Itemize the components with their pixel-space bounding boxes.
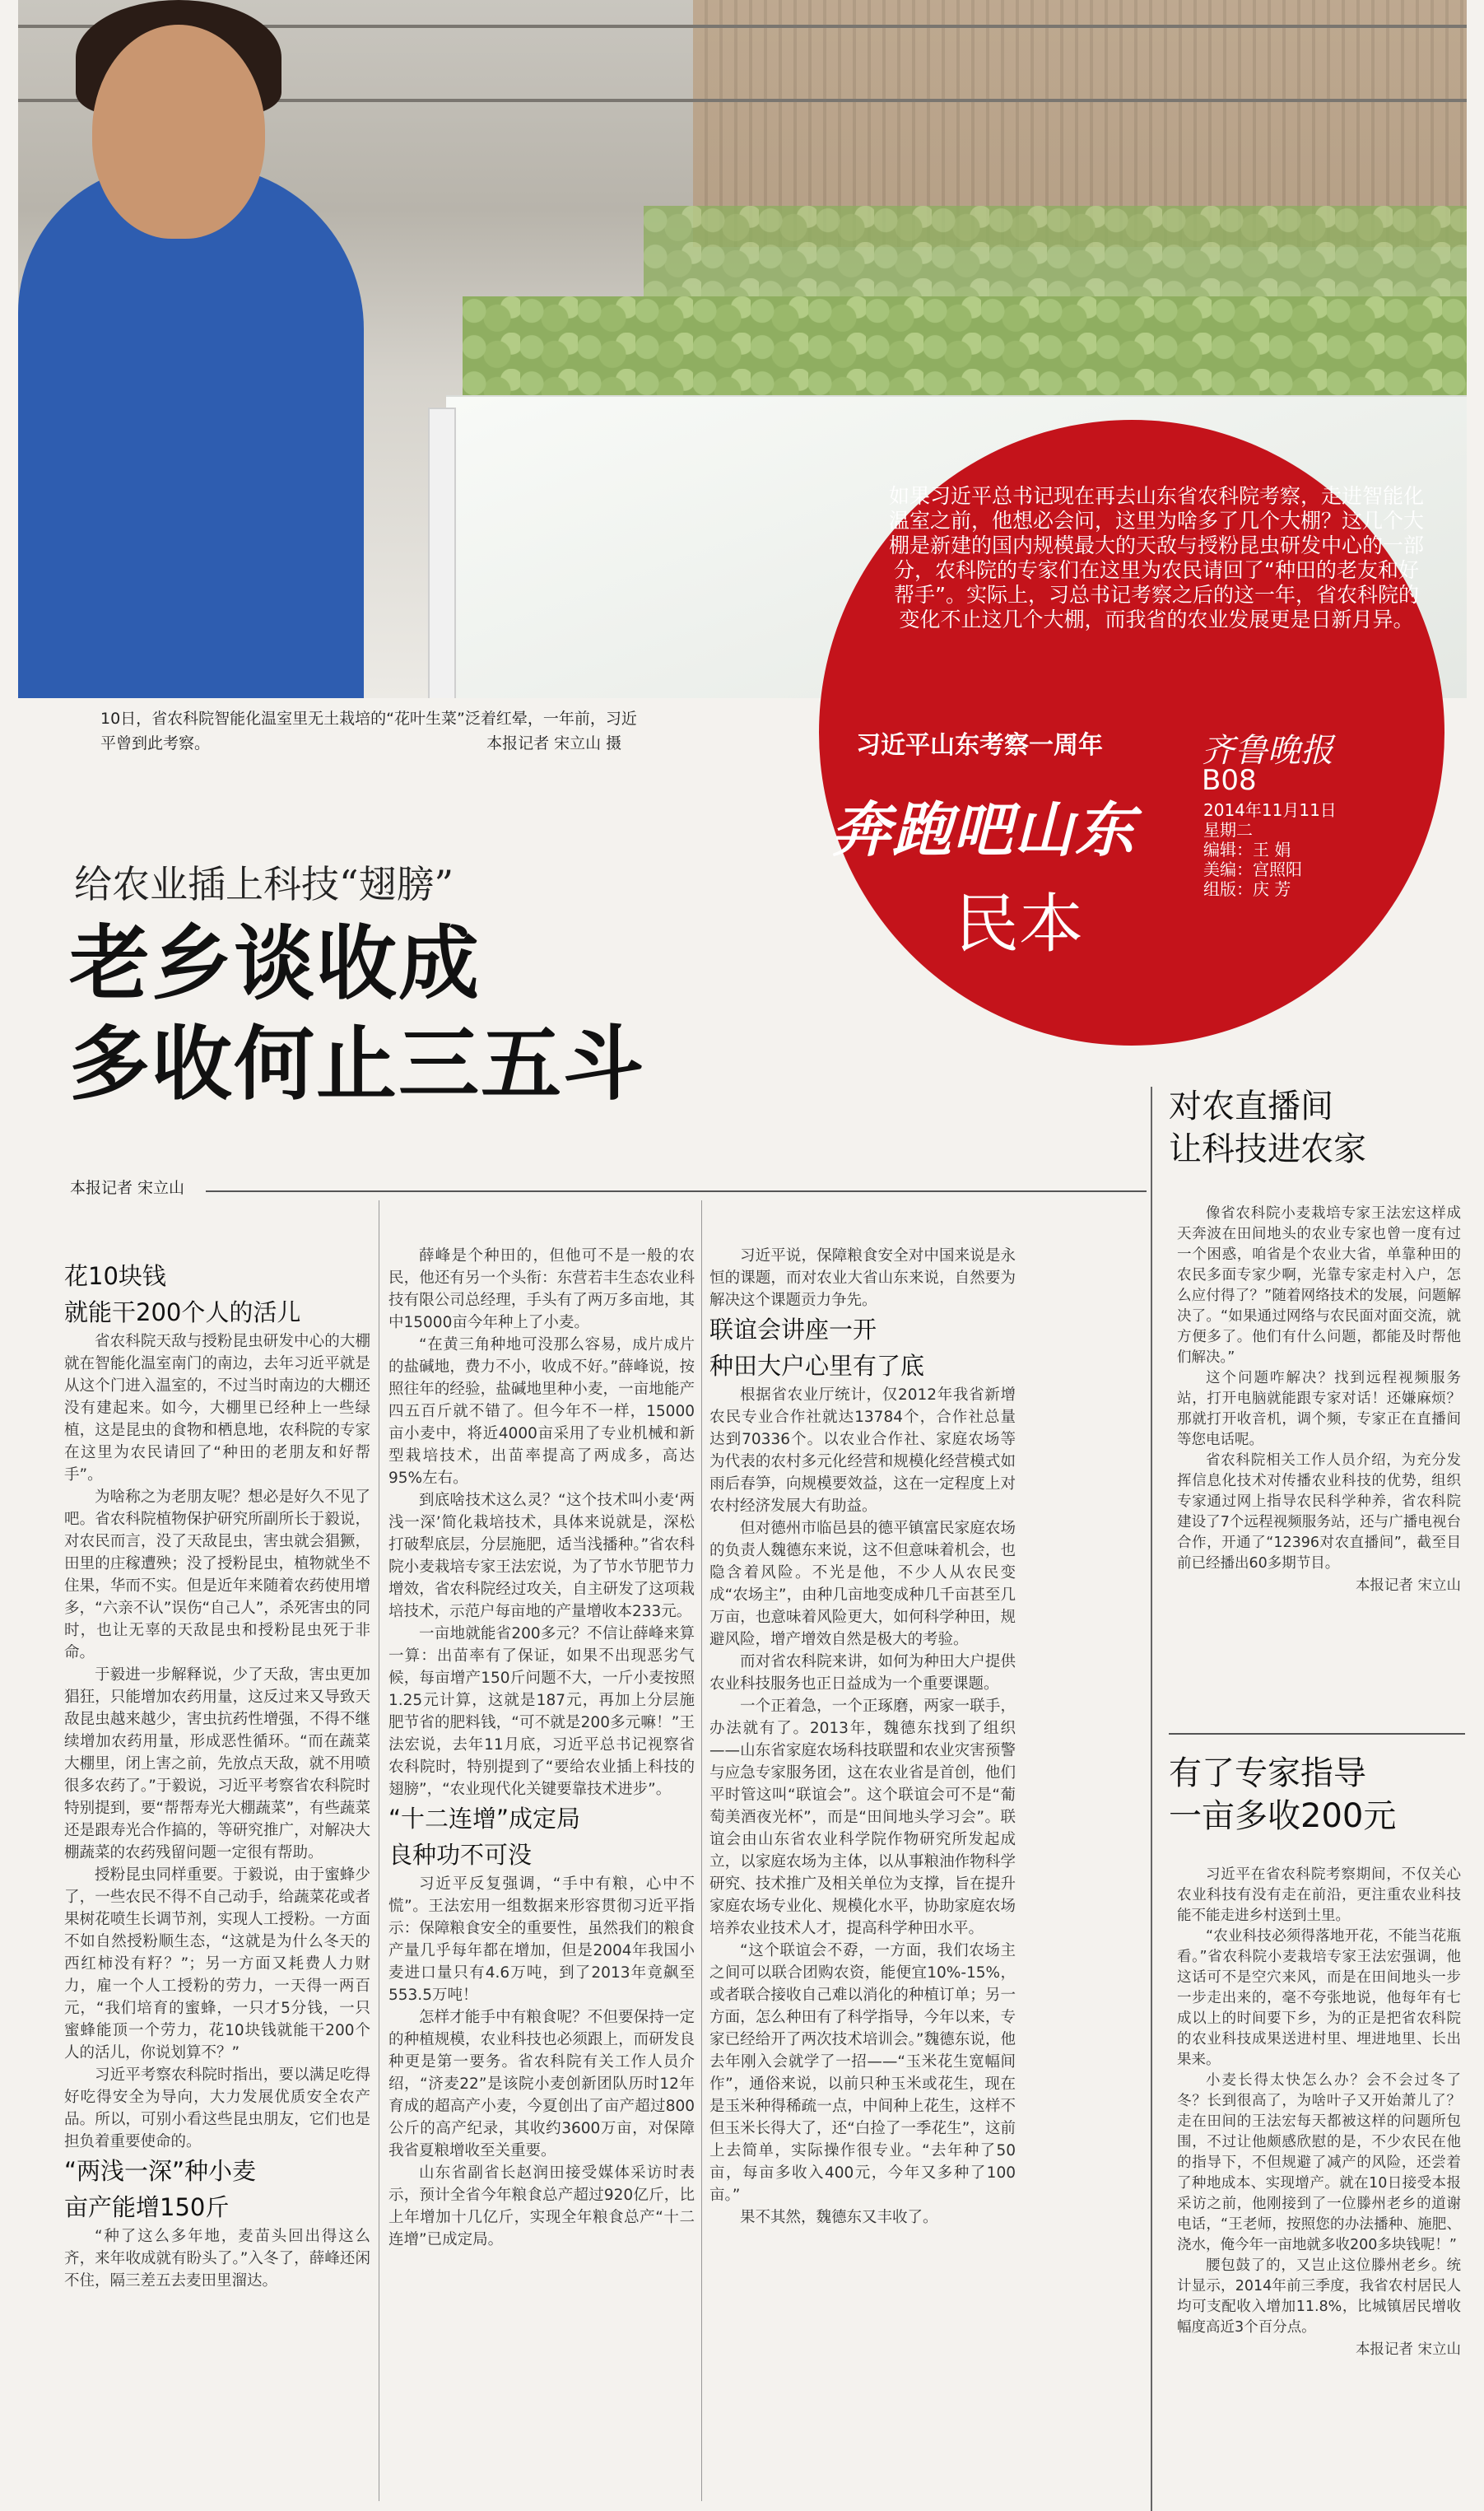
caption-line-end: 平曾到此考察。	[100, 734, 211, 752]
sidebar-title-line: 一亩多收200元	[1169, 1797, 1397, 1835]
sidebar-1-body	[1177, 1204, 1461, 1596]
headline-line: 多收何止三五斗	[69, 1018, 646, 1111]
paragraph: 而对省农科院来讲，如何为种田大户提供农业科技服务也正日益成为一个重要课题。	[709, 1653, 1016, 1693]
paragraph: 到底啥技术这么灵？“这个技术叫小麦‘两浅一深’简化栽培技术，具体来说就是，深松打破犁底层，分层施肥，适当浅播种。”省农科院小麦栽培专家王法宏说，为了节水节肥节力增效，省农科院经过攻关，自主研发了这项栽培技术，示范户每亩地的产量增收本233元。	[388, 1492, 695, 1620]
section-heading: 亩产能增150斤	[64, 2193, 230, 2221]
caption-line: 10日，省农科院智能化温室里无土栽培的“花叶生菜”泛着红晕，一年前，习近	[100, 710, 637, 728]
paragraph: 这个问题咋解决？找到远程视频服务站，打开电脑就能跟专家对话！还嫌麻烦？那就打开收音机，调个频，专家正在直播间等您电话呢。	[1177, 1370, 1461, 1448]
lettuce-rows-far	[644, 206, 1467, 296]
series-calligraphy: 奔跑吧山东	[831, 794, 1137, 864]
paragraph: 习近平说，保障粮食安全对中国来说是永恒的课题，而对农业大省山东来说，自然要为解决这个课题贡力争先。	[709, 1247, 1016, 1309]
paragraph: “农业科技必须得落地开花，不能当花瓶看。”省农科院小麦栽培专家王法宏强调，他这话可不是空穴来风，而是在田间地头一步一步走出来的，毫不夸张地说，他每年有七成以上的时间要下乡，为的正是把省农科院的农业科技成果送进村里、埋进地里、长出果来。	[1177, 1928, 1461, 2068]
paragraph: 但对德州市临邑县的德平镇富民家庭农场的负责人魏德东来说，这不但意味着机会，也隐含着风险。不光是他，不少人从农民变成“农场主”，由种几亩地变成种几千亩甚至几万亩，也意味着风险更大，如何科学种田，规避风险，增产增效自然是极大的考验。	[709, 1520, 1016, 1648]
paragraph: 根据省农业厅统计，仅2012年我省新增农民专业合作社就达13784个，合作社总量达到70336个。以农业合作社、家庭农场等为代表的农村多元化经营和规模化经营模式如雨后春笋，向规模要效益，这在一定程度上对农村经济发展大有助益。	[709, 1386, 1016, 1515]
issue-weekday: 星期二	[1203, 820, 1253, 840]
caption-line	[100, 731, 775, 756]
layout-credit: 组版：庆 芳	[1203, 879, 1291, 899]
photo-credit: 本报记者 宋立山 摄	[486, 734, 622, 752]
sidebar-2-title	[1169, 1752, 1465, 1838]
issue-date: 2014年11月11日	[1203, 800, 1337, 820]
paragraph: 省农科院相关工作人员介绍，为充分发挥信息化技术对传播农业科技的优势，组织专家通过网上指导农民科学种养，省农科院建设了7个远程视频服务站，还与广播电视台合作，开通了“12396对农直播间”，截至目前已经播出60多期节目。	[1177, 1452, 1461, 1572]
paragraph: 为啥称之为老朋友呢？想必是好久不见了吧。省农科院植物保护研究所副所长于毅说，对农民而言，没了天敌昆虫，害虫就会猖獗，田里的庄稼遭殃；没了授粉昆虫，植物就坐不住果，华而不实。但是近年来随着农药使用增多，“六亲不认”误伤“自己人”，杀死害虫的同时，也让无辜的天敌昆虫和授粉昆虫死于非命。	[64, 1488, 370, 1661]
paragraph: “这个联谊会不孬，一方面，我们农场主之间可以联合团购农资，能便宜10%-15%，或者联合接收自己难以消化的种植订单；另一方面，怎么种田有了科学指导，今年以来，专家已经给开了两次技术培训会。”魏德东说，他去年刚入会就学了一招——“玉米花生宽幅间作”，通俗来说，以前只种玉米或花生，现在是玉米种得稀疏一点，中间种上花生，这样不但玉米长得大了，还“白捡了一季花生”，这前上去简单，实际操作很专业。“去年种了50亩，每亩多收入400元，今年又多种了100亩。”	[709, 1942, 1016, 2204]
white-pipe	[428, 408, 456, 698]
paragraph: 腰包鼓了的，又岂止这位滕州老乡。统计显示，2014年前三季度，我省农村居民人均可支配收入增加11.8%，比城镇居民增收幅度高近3个百分点。	[1177, 2257, 1461, 2336]
paragraph: “种了这么多年地，麦苗头回出得这么齐，来年收成就有盼头了。”入冬了，薛峰还闲不住，隔三差五去麦田里溜达。	[64, 2228, 370, 2290]
newspaper-logo: 齐鲁晚报	[1202, 732, 1333, 770]
sidebar-title-line: 对农直播间	[1169, 1088, 1333, 1125]
paragraph: 怎样才能手中有粮食呢？不但要保持一定的种植规模，农业科技也必须跟上，而研发良种更是第一要务。省农科院有关工作人员介绍，“济麦22”是该院小麦创新团队历时12年育成的超高产小麦，今夏创出了亩产超过800公斤的高产纪录，其收约3600万亩，对保障我省夏粮增收至关重要。	[388, 2009, 695, 2159]
editor-credit: 编辑：王 娟	[1203, 840, 1291, 860]
section-heading: 种田大户心里有了底	[709, 1352, 925, 1380]
section-heading: 花10块钱	[64, 1262, 166, 1290]
page-code: B08	[1202, 764, 1257, 797]
paragraph: 山东省副省长赵润田接受媒体采访时表示，预计全省今年粮食总产超过920亿斤，比上年增加十几亿斤，实现全年粮食总产“十二连增”已成定局。	[388, 2164, 695, 2248]
farmer-face	[92, 25, 265, 239]
sidebar-2-body	[1177, 1865, 1461, 2360]
series-tag: 民本	[955, 887, 1084, 962]
paragraph: 果不其然，魏德东又丰收了。	[740, 2209, 938, 2226]
sidebar-divider	[1151, 1087, 1152, 2511]
section-heading: 就能干200个人的活儿	[64, 1298, 301, 1326]
sidebar-title-line: 让科技进农家	[1169, 1130, 1366, 1168]
paragraph: 省农科院天敌与授粉昆虫研发中心的大棚就在智能化温室南门的南边，去年习近平就是从这个门进入温室的，不过当时南边的大棚还没有建起来。如今，大棚里已经种上一些绿植，这是昆虫的食物和栖息地，农科院的专家在这里为农民请回了“种田的老朋友和好帮手”。	[64, 1333, 370, 1484]
art-editor-credit: 美编：宫照阳	[1203, 860, 1302, 879]
paragraph: 一亩地就能省200多元？不信让薛峰来算一算：出苗率有了保证，如果不出现恶劣气候，每亩增产150斤问题不大，一斤小麦按照1.25元计算，这就是187元，再加上分层施肥节省的肥料钱，“可不就是200多元嘛！”王法宏说，去年11月底，习近平总书记视察省农科院时，特别提到了“要给农业插上科技的翅膀”，“农业现代化关键要靠技术进步”。	[388, 1625, 695, 1798]
sidebar-title-line: 有了专家指导	[1169, 1754, 1366, 1792]
farmer-woman	[18, 165, 364, 698]
series-name: 习近平山东考察一周年	[856, 731, 1103, 760]
column-divider	[701, 1200, 702, 2501]
paragraph: 薛峰是个种田的，但他可不是一般的农民，他还有另一个头衔：东营若丰生态农业科技有限公司总经理，手头有了两万多亩地，其中15000亩今年种上了小麦。	[388, 1247, 695, 1331]
divider	[206, 1190, 1147, 1192]
paragraph: 像省农科院小麦栽培专家王法宏这样成天奔波在田间地头的农业专家也曾一度有过一个困惑，咱省是个农业大省，单靠种田的农民多面专家少啊，光靠专家走村入户，怎么应付得了？”随着网络技术的发展，问题解决了。“如果通过网络与农民面对面交流，就方便多了。他们有什么问题，都能及时帮他们解决。”	[1177, 1205, 1461, 1366]
main-byline: 本报记者 宋立山	[70, 1179, 185, 1197]
paragraph: 小麦长得太快怎么办？会不会过冬了冬？长到很高了，为啥叶子又开始萧儿了？走在田间的王法宏每天都被这样的问题所包围，不过让他颇感欣慰的是，不少农民在他的指导下，不但规避了减产的风险，还尝着了种地成本、实现增产。就在10日接受本报采访之前，他刚接到了一位滕州老乡的道谢电话，“王老师，按照您的办法播种、施肥、浇水，俺今年一亩地就多收200多块钱呢！”	[1177, 2072, 1461, 2253]
article-column-3	[709, 1245, 1016, 2229]
section-heading: 联谊会讲座一开	[709, 1316, 877, 1344]
headline-line: 老乡谈收成	[69, 917, 481, 1011]
paragraph: “在黄三角种地可没那么容易，成片成片的盐碱地，费力不小，收成不好。”薛峰说，按照往年的经验，盐碱地里种小麦，一亩地能产四五百斤就不错了。但今年不一样，15000亩小麦中，将近4000亩采用了专业机械和新型栽培技术，出苗率提高了两成多，高达95%左右。	[388, 1336, 695, 1487]
sidebar-byline: 本报记者 宋立山	[1355, 1577, 1461, 1594]
section-heading: 良种功不可没	[388, 1841, 533, 1869]
photo-caption	[100, 706, 775, 756]
headline-kicker: 给农业插上科技“翅膀”	[74, 862, 454, 906]
article-column-1	[64, 1258, 370, 2292]
main-headline	[69, 914, 645, 1115]
sidebar-byline: 本报记者 宋立山	[1355, 2341, 1461, 2358]
section-heading: “两浅一深”种小麦	[64, 2157, 257, 2185]
paragraph: 一个正着急，一个正琢磨，两家一联手，办法就有了。2013年，魏德东找到了组织——山东省家庭农场科技联盟和农业灾害预警与应急专家服务团，这在农业省是首创，他们平时管这叫“联谊会”。这个联谊会可不是“葡萄美酒夜光杯”，而是“田间地头学习会”。联谊会由山东省农业科学院作物研究所发起成立，以家庭农场为主体，以从事粮油作物科学研究、技术推广及相关单位为支撑，旨在提升家庭农场专业化、规模化水平，协助家庭农场培养农业技术人才，提高科学种田水平。	[709, 1698, 1016, 1937]
paragraph: 授粉昆虫同样重要。于毅说，由于蜜蜂少了，一些农民不得不自己动手，给蔬菜花或者果树花喷生长调节剂，实现人工授粉。一方面不如自然授粉顺生态，“这就是为什么冬天的西红柿没有籽？”；另一方面又耗费人力财力，雇一个人工授粉的劳力，一天得一两百元，“我们培育的蜜蜂，一只才5分钱，一只蜜蜂能顶一个劳力，花10块钱就能干200个人的活儿，你说划算不？”	[64, 1866, 370, 2061]
paragraph: 于毅进一步解释说，少了天敌，害虫更加猖狂，只能增加农药用量，这反过来又导致天敌昆虫越来越少，害虫抗药性增强，不得不继续增加农药用量，形成恶性循环。“而在蔬菜大棚里，闭上害之前，先放点天敌，就不用喷很多农药了。”于毅说，习近平考察省农科院时特别提到，要“帮帮寿光大棚蔬菜”，有些蔬菜还是跟寿光合作搞的，等研究推广，对解决大棚蔬菜的农药残留问题一定很有帮助。	[64, 1666, 370, 1861]
article-column-2	[388, 1245, 695, 2251]
paragraph: 习近平考察农科院时指出，要以满足吃得好吃得安全为导向，大力发展优质安全农产品。所以，可别小看这些昆虫朋友，它们也是担负着重要使命的。	[64, 2066, 370, 2150]
divider	[1169, 1733, 1465, 1735]
paragraph: 习近平在省农科院考察期间，不仅关心农业科技有没有走在前沿，更注重农业科技能不能走进乡村送到土里。	[1177, 1866, 1461, 1924]
section-heading: “十二连增”成定局	[388, 1805, 581, 1833]
sidebar-1-title	[1169, 1085, 1465, 1171]
paragraph: 习近平反复强调，“手中有粮，心中不慌”。王法宏用一组数据来形容贯彻习近平指示：保障粮食安全的重要性，虽然我们的粮食产量几乎每年都在增加，但是2004年我国小麦进口量只有4.6万吨，到了2013年竟飙至553.5万吨！	[388, 1875, 695, 2004]
lead-quote: 如果习近平总书记现在再去山东省农科院考察，走进智能化温室之前，他想必会问，这里为啥多了几个大棚？这几个大棚是新建的国内规模最大的天敌与授粉昆虫研发中心的一部分，农科院的专家们在这里为农民请回了“种田的老友和好帮手”。实际上，习总书记考察之后的这一年，省农科院的变化不止这几个大棚，而我省的农业发展更是日新月异。	[888, 484, 1424, 631]
